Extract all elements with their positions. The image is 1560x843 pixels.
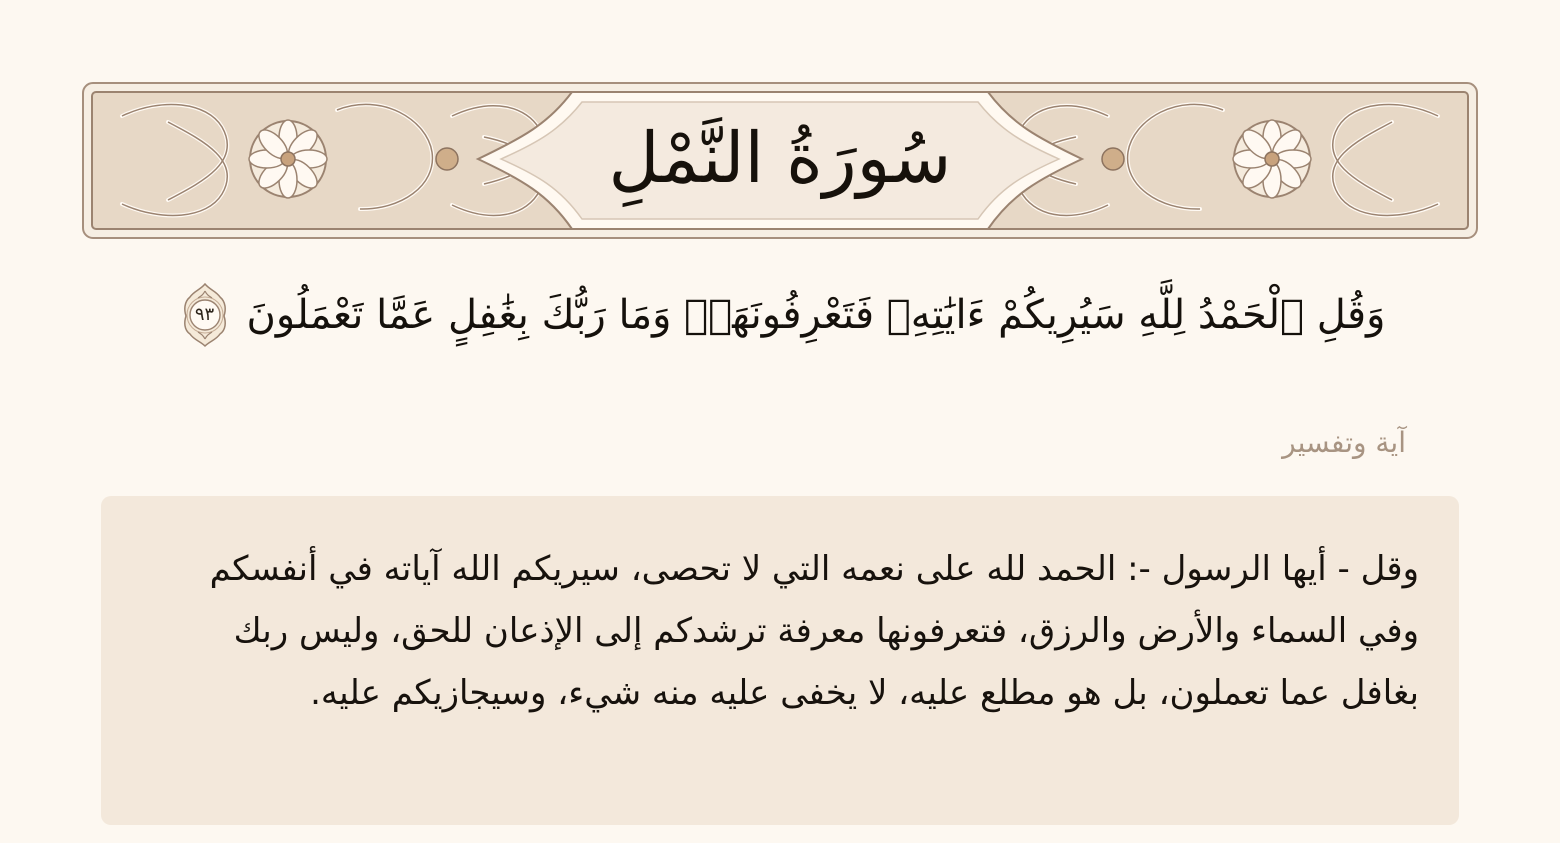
section-label: آية وتفسير — [1282, 426, 1406, 459]
surah-title: سُورَةُ النَّمْلِ — [608, 117, 952, 199]
quran-verse-line — [118, 270, 1448, 360]
ayah-number: ٩٣ — [194, 304, 215, 325]
left-flower-icon — [249, 120, 327, 198]
tafsir-text: وقل - أيها الرسول -: الحمد لله على نعمه التي لا تحصى، سيريكم الله آياته في أنفسكم وفي السماء والأرض والرزق، فتعرفونها معرفة ترشدكم إلى الإذعان للحق، وليس ربك بغافل عما تعملون، بل هو مطلع عليه، لا يخفى عليه منه شيء، وسيجازيكم عليه. — [209, 549, 1419, 713]
verse-text: وَقُلِ ٱلْحَمْدُ لِلَّهِ سَيُرِيكُمْ ءَايَٰتِهِۦ فَتَعْرِفُونَهَاۚ وَمَا رَبُّكَ بِغَٰفِلٍ عَمَّا تَعْمَلُونَ — [246, 292, 1386, 338]
tafsir-card — [101, 496, 1459, 825]
ayah-marker — [181, 281, 229, 349]
right-flower-icon — [1233, 120, 1311, 198]
